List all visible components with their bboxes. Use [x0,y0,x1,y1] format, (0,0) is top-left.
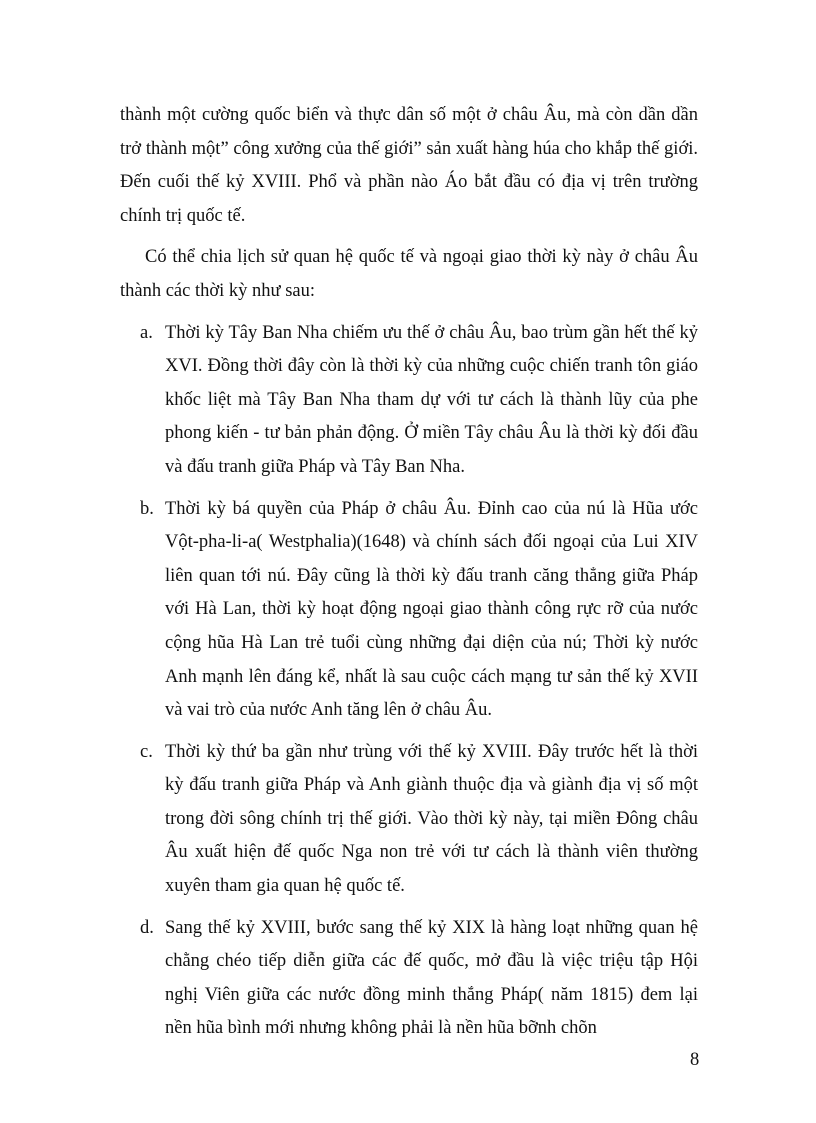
paragraph-intro: Có thể chia lịch sử quan hệ quốc tế và ngoại giao thời kỳ này ở châu Âu thành các thời kỳ như sau: [120,247,698,301]
list-item [120,317,698,485]
list-item-text: Thời kỳ thứ ba gần như trùng với thế kỷ XVIII. Đây trước hết là thời kỳ đấu tranh giữa Pháp và Anh giành thuộc địa và giành địa vị số một trong đời sông chính trị thế giới. Vào thời kỳ này, tại miền Đông châu Âu xuất hiện đế quốc Nga non trẻ với tư cách là thành viên thường xuyên tham gia quan hệ quốc tế. [165,741,698,897]
page-number: 8 [690,1050,700,1070]
list-item-text: Sang thế kỷ XVIII, bước sang thế kỷ XIX là hàng loạt những quan hệ chằng chéo tiếp diễn giữa các đế quốc, mở đầu là việc triệu tập Hội nghị Viên giữa các nước đồng minh thắng Pháp( năm 1815) đem lại nền hũa bình mới nhưng không phải là nền hũa bỡnh chõn [165,917,698,1039]
paragraph-continuation: thành một cường quốc biển và thực dân số một ở châu Âu, mà còn dần dần trở thành một” công xưởng của thế giới” sản xuất hàng húa cho khắp thế giới. Đến cuối thế kỷ XVIII. Phổ và phần nào Áo bắt đầu có địa vị trên trường chính trị quốc tế. [120,105,698,226]
list-item [120,912,698,1046]
list-marker: a. [140,322,153,343]
list-marker: d. [140,917,154,938]
list-item-text: Thời kỳ Tây Ban Nha chiếm ưu thế ở châu Âu, bao trùm gần hết thế kỷ XVI. Đồng thời đây còn là thời kỳ của những cuộc chiến tranh tôn giáo khốc liệt mà Tây Ban Nha tham dự với tư cách là thành lũy của phe phong kiến - tư bản phản động. Ở miền Tây châu Âu là thời kỳ đối đầu và đấu tranh giữa Pháp và Tây Ban Nha. [165,322,698,477]
list-item-text: Thời kỳ bá quyền của Pháp ở châu Âu. Đỉnh cao của nú là Hũa ước Vột-pha-li-a( Westphalia)(1648) và chính sách đối ngoại của Lui XIV liên quan tới nú. Đây cũng là thời kỳ đấu tranh căng thẳng giữa Pháp với Hà Lan, thời kỳ hoạt động ngoại giao thành công rực rỡ của nước cộng hũa Hà Lan trẻ tuổi cùng những đại diện của nú; Thời kỳ nước Anh mạnh lên đáng kể, nhất là sau cuộc cách mạng tư sản thế kỷ XVII và vai trò của nước Anh tăng lên ở châu Âu. [165,498,698,721]
list-marker: c. [140,741,153,762]
list-item [120,736,698,904]
period-list [120,317,698,1046]
body-text [120,99,698,1054]
list-item [120,493,698,728]
list-marker: b. [140,498,154,519]
